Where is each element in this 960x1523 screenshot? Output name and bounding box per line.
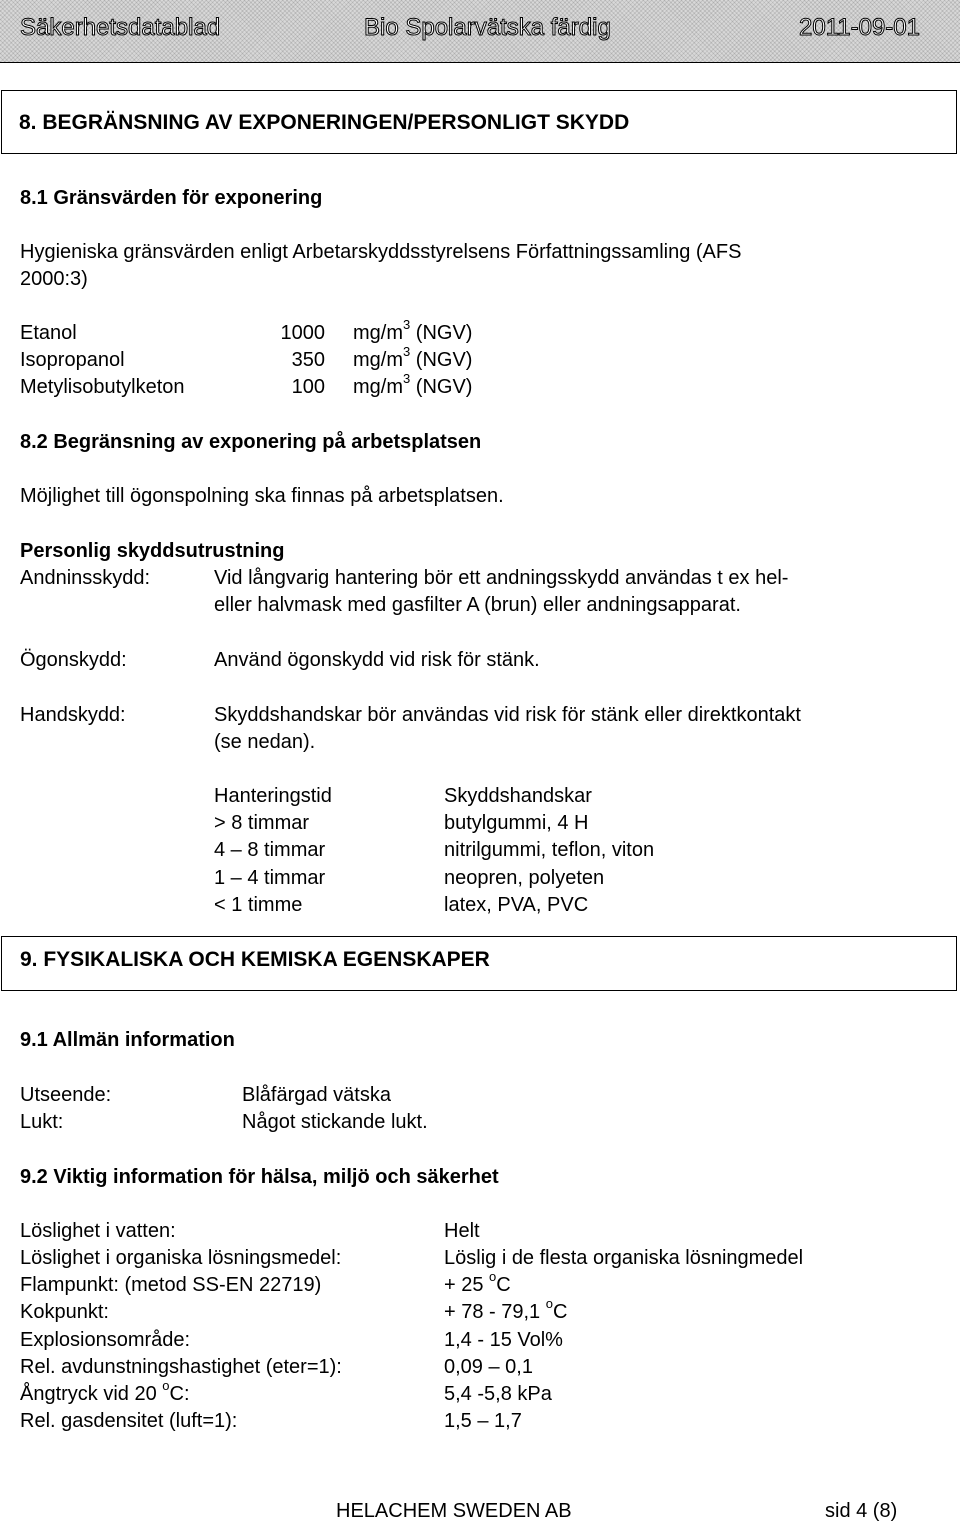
gloves-cell-time: < 1 timme <box>214 894 303 916</box>
limit-value: 350 <box>291 349 325 371</box>
property-label: Rel. avdunstningshastighet (eter=1): <box>20 1356 342 1378</box>
property-value: 0,09 – 0,1 <box>444 1356 533 1378</box>
subsection-8-1-text: Hygieniska gränsvärden enligt Arbetarskyddsstyrelsens Författningssamling (AFS <box>20 241 742 263</box>
property-label: Löslighet i vatten: <box>20 1220 176 1242</box>
limit-unit: $mg/m^3$ (NGV) <box>353 317 473 344</box>
property-value: 5,4 -5,8 kPa <box>444 1383 552 1405</box>
gloves-header-gloves: Skyddshandskar <box>444 785 592 807</box>
property-value: 1,5 – 1,7 <box>444 1410 522 1432</box>
gloves-cell-material: neopren, polyeten <box>444 867 605 889</box>
limit-substance: Metylisobutylketon <box>20 376 185 398</box>
odor-value: Något stickande lukt. <box>242 1111 428 1133</box>
header-doc-type: Säkerhetsdatablad <box>20 14 221 41</box>
hand-protection-text: Skyddshandskar bör användas vid risk för stänk eller direktkontakt <box>214 704 801 726</box>
limit-unit: $mg/m^3$ (NGV) <box>353 344 473 371</box>
limit-value: 1000 <box>280 322 325 344</box>
respiratory-text-cont: eller halvmask med gasfilter A (brun) eller andningsapparat. <box>214 594 741 616</box>
subsection-8-1-title: 8.1 Gränsvärden för exponering <box>20 187 323 209</box>
limit-substance: Isopropanol <box>20 349 125 371</box>
property-label: Flampunkt: (metod SS-EN 22719) <box>20 1274 322 1296</box>
gloves-header-time: Hanteringstid <box>214 785 332 807</box>
respiratory-text: Vid långvarig hantering bör ett andningsskydd användas t ex hel- <box>214 567 789 589</box>
subsection-8-2-text: Möjlighet till ögonspolning ska finnas på arbetsplatsen. <box>20 485 504 507</box>
property-label: Ångtryck vid 20 $^o$C: <box>20 1378 190 1405</box>
subsection-8-1-text-cont: 2000:3) <box>20 268 88 290</box>
section-9-heading-box <box>1 936 957 991</box>
property-value: Löslig i de flesta organiska lösningmedel <box>444 1247 804 1269</box>
document-header <box>0 0 960 63</box>
property-label: Kokpunkt: <box>20 1301 109 1323</box>
respiratory-label: Andninsskydd: <box>20 567 151 589</box>
property-value: 1,4 - 15 Vol% <box>444 1329 563 1351</box>
property-label: Explosionsområde: <box>20 1329 191 1351</box>
limit-value: 100 <box>291 376 325 398</box>
subsection-9-2-title: 9.2 Viktig information för hälsa, miljö och säkerhet <box>20 1166 499 1188</box>
odor-label: Lukt: <box>20 1111 64 1133</box>
eye-protection-text: Använd ögonskydd vid risk för stänk. <box>214 649 540 671</box>
property-value: + 25 $^o$C <box>444 1269 511 1296</box>
footer-page-number: sid 4 (8) <box>825 1500 898 1522</box>
limit-substance: Etanol <box>20 322 77 344</box>
hand-protection-label: Handskydd: <box>20 704 126 726</box>
property-label: Rel. gasdensitet (luft=1): <box>20 1410 238 1432</box>
gloves-cell-material: butylgummi, 4 H <box>444 812 589 834</box>
gloves-cell-material: nitrilgummi, teflon, viton <box>444 839 655 861</box>
header-product-name: Bio Spolarvätska färdig <box>364 14 611 41</box>
subsection-9-1-title: 9.1 Allmän information <box>20 1029 235 1051</box>
section-8-heading-box <box>1 90 957 154</box>
ppe-title: Personlig skyddsutrustning <box>20 540 285 562</box>
appearance-label: Utseende: <box>20 1084 112 1106</box>
subsection-8-2-title: 8.2 Begränsning av exponering på arbetsplatsen <box>20 431 482 453</box>
limit-unit: $mg/m^3$ (NGV) <box>353 371 473 398</box>
header-date: 2011-09-01 <box>799 14 920 41</box>
gloves-cell-time: 4 – 8 timmar <box>214 839 326 861</box>
hand-protection-text-cont: (se nedan). <box>214 731 316 753</box>
gloves-cell-time: 1 – 4 timmar <box>214 867 326 889</box>
section-8-title: 8. BEGRÄNSNING AV EXPONERINGEN/PERSONLIGT SKYDD <box>19 111 630 134</box>
footer-company: HELACHEM SWEDEN AB <box>336 1500 572 1522</box>
property-label: Löslighet i organiska lösningsmedel: <box>20 1247 342 1269</box>
eye-protection-label: Ögonskydd: <box>20 649 127 671</box>
appearance-value: Blåfärgad vätska <box>242 1084 391 1106</box>
gloves-cell-material: latex, PVA, PVC <box>444 894 589 916</box>
gloves-cell-time: > 8 timmar <box>214 812 310 834</box>
property-value: + 78 - 79,1 $^o$C <box>444 1296 568 1323</box>
section-9-title: 9. FYSIKALISKA OCH KEMISKA EGENSKAPER <box>20 948 490 971</box>
property-value: Helt <box>444 1220 480 1242</box>
